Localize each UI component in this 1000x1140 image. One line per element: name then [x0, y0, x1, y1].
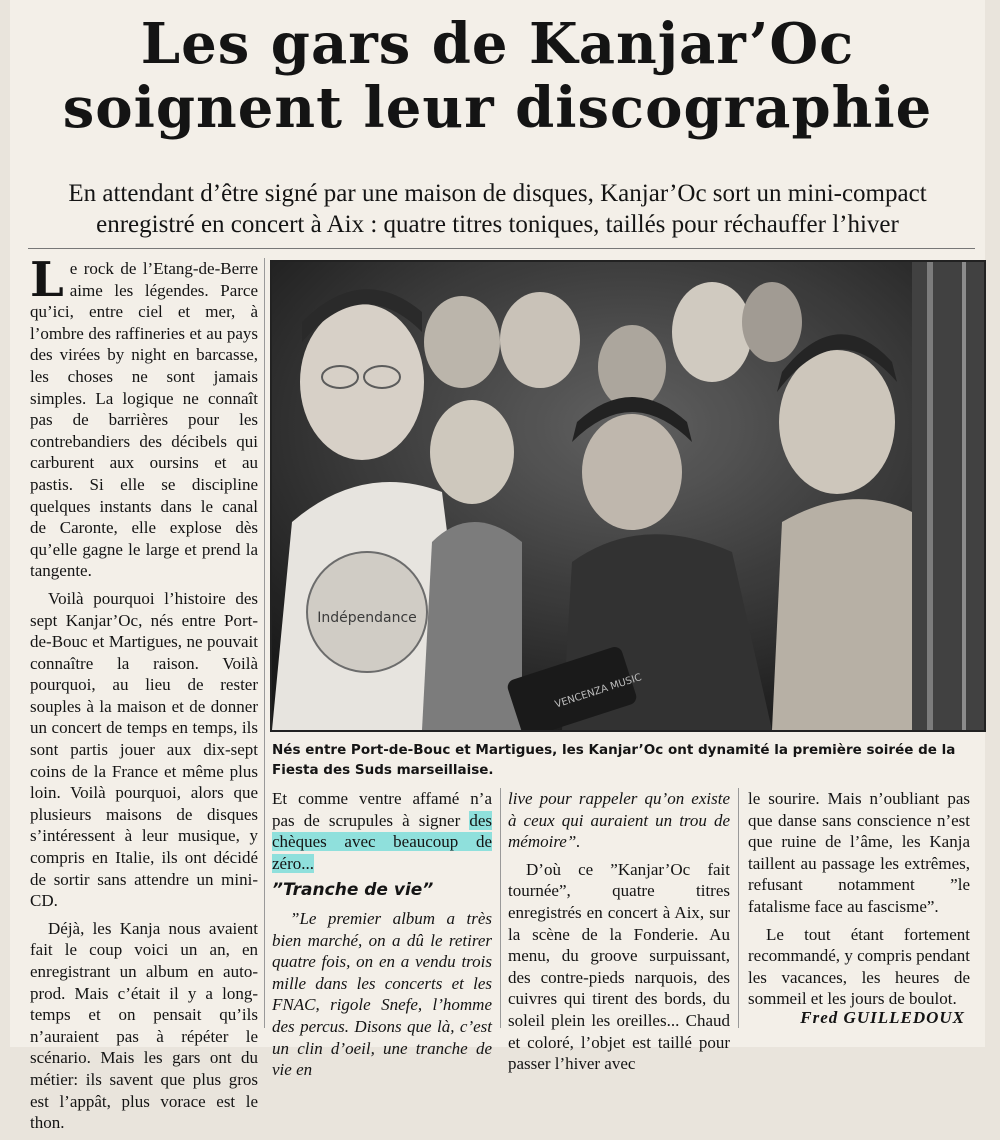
column-3-paragraph-1: live pour rappeler qu’on existe à ceux qui auraient un trou de mémoire”. [508, 789, 730, 852]
column-1-paragraph-2: Voilà pourquoi l’histoire des sept Kanjar’Oc, nés entre Port-de-Bouc et Martigues, ne pouvait connaître la raison. Voilà pourquoi, au lieu de rester souples à la maison et de donner un concert de temps en temps, ils sont partis jouer aux dix-sept coins de la France et même plus loin. Voilà pourquoi, alors que plusieurs maisons de disques s’intéressent à leur musique, y compris en Italie, ils ont décidé de sortir sans attendre un mini-CD. [30, 588, 258, 911]
column-divider [500, 788, 501, 1028]
article-subhead [30, 178, 965, 240]
shirt-print-text: Indépendance [317, 610, 417, 626]
column-divider [738, 788, 739, 1028]
band-photo [270, 260, 986, 732]
article-headline [30, 12, 965, 140]
column-1-paragraph-1: Le rock de l’Etang-de-Berre aime les légendes. Parce qu’ici, entre ciel et mer, à l’ombre des raffineries et au pays des virées by night en barcasse, les choses ne sont jamais simples. La logique ne connaît pas de barrières pour les contrebandiers des décibels qui carburent aux oursins et au pastis. Si elle se discipline quelques instants dans le canal de Caronte, elle explose dès qu’elle gagne le large et prend la tangente. [30, 252, 258, 581]
drop-cap: L [30, 252, 64, 308]
column-2-paragraph-1: Et comme ventre affamé n’a pas de scrupules à signer des chèques avec beaucoup de zéro... [272, 789, 492, 873]
header-divider [28, 248, 975, 249]
headline-line-2: soignent leur discographie [62, 75, 933, 141]
photo-caption: Nés entre Port-de-Bouc et Martigues, les Kanjar’Oc ont dynamité la première soirée de la Fiesta des Suds marseillaise. [272, 742, 956, 778]
column-divider [264, 258, 265, 1028]
highlighted-text: des chèques avec beaucoup de zéro... [272, 810, 492, 873]
newspaper-page [10, 0, 985, 1133]
author-signature: Fred GUILLEDOUX [800, 1008, 965, 1027]
section-subtitle: ”Tranche de vie” [272, 880, 434, 901]
column-2-paragraph-2: ”Le premier album a très bien marché, on a dû le retirer quatre fois, on en a vendu trois mille dans les concerts et les FNAC, rigole Snefe, l’homme des percus. Disons que là, c’est un clin d’oeil, une tranche de vie en [272, 908, 492, 1080]
column-4 [748, 788, 970, 1016]
case-text: VENCENZA MUSIC [553, 672, 644, 711]
column-1 [30, 252, 258, 1140]
column-1-paragraph-3: Déjà, les Kanja nous avaient fait le coup voici un an, en enregistrant un album en auto-prod. Mais c’était il y a long-temps et on pensait qu’ils n’auraient pas à répéter le scénario. Mais les gars ont du métier: ils savent que plus gros est l’appât, plus vorace est le thon. [30, 918, 258, 1133]
column-4-paragraph-1: le sourire. Mais n’oubliant pas que danse sans conscience n’est que ruine de l’âme, les Kanja taillent au passage les extrêmes, refusant notamment ”le fatalisme face au fascisme”. [748, 789, 970, 916]
subhead-line-1: En attendant d’être signé par une maison de disques, Kanjar’Oc sort un mini-compact [68, 180, 927, 207]
subhead-line-2: enregistré en concert à Aix : quatre titres toniques, taillés pour réchauffer l’hiver [96, 211, 899, 238]
column-4-paragraph-2: Le tout étant fortement recommandé, y compris pendant les vacances, les heures de sommeil et les jours de boulot. [748, 924, 970, 1009]
headline-line-1: Les gars de Kanjar’Oc [140, 11, 855, 77]
column-3 [508, 788, 730, 1081]
band-photo-image [272, 262, 984, 730]
column-2 [272, 788, 492, 1087]
column-3-paragraph-2: D’où ce ”Kanjar’Oc fait tournée”, quatre titres enregistrés en concert à Aix, sur la scène de la Fonderie. Au menu, du groove surpuissant, des contre-pieds narquois, des cuivres qui tirent des bords, du soleil plein les oreilles... Chaud et coloré, l’objet est taillé pour passer l’hiver avec [508, 859, 730, 1074]
